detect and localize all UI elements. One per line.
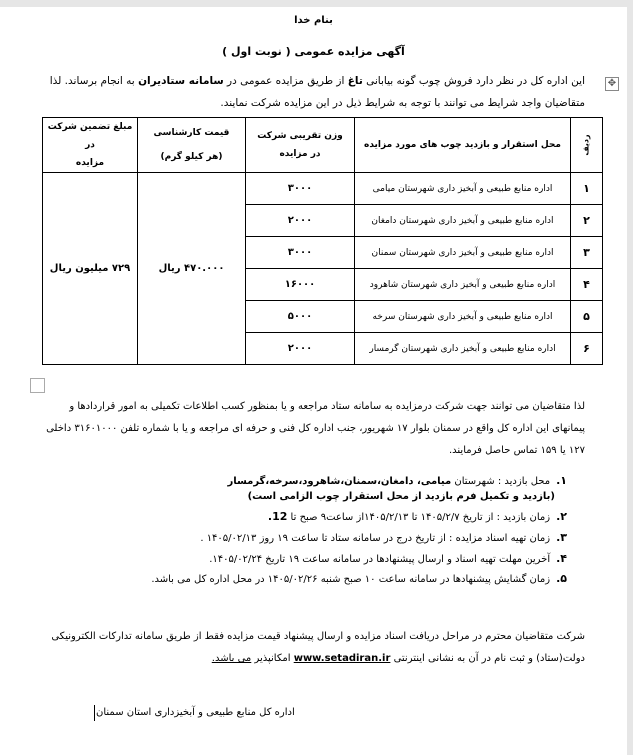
header-price: قیمت کارشناسی (هر کیلو گرم) [138, 118, 246, 173]
intro-line-2: متقاضیان واجد شرایط می توانند با توجه به شرایط ذیل در این مزایده شرکت نمایند. [220, 97, 585, 109]
table-row: ۱ اداره منابع طبیعی و آبخیز داری شهرستان میامی ۳۰۰۰ ۴۷۰.۰۰۰ ریال ۷۲۹ میلیون ریال [43, 173, 603, 205]
document-title: آگهی مزایده عمومی ( نوبت اول ) [222, 45, 405, 58]
species-name: تاغ [347, 75, 363, 87]
closing-line-2: دولت(ستاد) و ثبت نام در آن به نشانی اینترنتی www.setadiran.ir امکانپذیر می باشد. [211, 653, 585, 664]
condition-item: ۲.زمان بازدید : از تاریخ ۱۴۰۵/۲/۷ تا ۱۴۰۵/۲/۱۳از ساعت۹ صبح تا 12. [267, 510, 567, 523]
weight-cell: ۲۰۰۰ [246, 333, 355, 365]
header-weight: وزن تقریبی شرکت در مزایده [246, 118, 355, 173]
contact-line-2: پیمانهای این اداره کل واقع در سمنان بلوار ۱۷ شهریور، جنب اداره کل فنی و حرفه ای مراجعه و یا با شماره تلفن ۳۱۶۰۱۰۰۰ داخلی [46, 423, 585, 434]
closing-line-1: شرکت متقاضیان محترم در مراحل دریافت اسناد مزایده و ارسال پیشنهاد قیمت مزایده فقط از طریق سامانه تدارکات الکترونیکی [51, 631, 585, 642]
table-row: ۲ اداره منابع طبیعی و آبخیز داری شهرستان دامغان ۲۰۰۰ [43, 205, 603, 237]
condition-item: ۳.زمان تهیه اسناد مزایده : از تاریخ درج در سامانه ستاد تا ساعت ۱۹ روز ۱۴۰۵/۰۲/۱۳ . [200, 531, 567, 544]
weight-cell: ۱۶۰۰۰ [246, 269, 355, 301]
table-row: ۶ اداره منابع طبیعی و آبخیز داری شهرستان گرمسار ۲۰۰۰ [43, 333, 603, 365]
header-guarantee: مبلغ تضمین شرکت در مزایده [43, 118, 138, 173]
auction-table [42, 117, 603, 365]
weight-cell: ۲۰۰۰ [246, 205, 355, 237]
setadiran-link[interactable]: www.setadiran.ir [293, 653, 391, 664]
contact-line-1: لذا متقاضیان می توانند جهت شرکت درمزایده به سامانه ستاد مراجعه و یا بمنظور کسب اطلاعات تکمیلی به امور قراردادها و [69, 401, 585, 412]
system-name: سامانه ستادیران [138, 75, 224, 87]
location-cell: اداره منابع طبیعی و آبخیز داری شهرستان گرمسار [355, 333, 571, 365]
weight-cell: ۵۰۰۰ [246, 301, 355, 333]
location-cell: اداره منابع طبیعی و آبخیز داری شهرستان شاهرود [355, 269, 571, 301]
condition-item: ۴.آخرین مهلت تهیه اسناد و ارسال پیشنهادها در سامانه ساعت ۱۹ تاریخ ۱۴۰۵/۰۲/۲۴. [209, 552, 567, 565]
table-row: ۳ اداره منابع طبیعی و آبخیز داری شهرستان سمنان ۳۰۰۰ [43, 237, 603, 269]
document-page [0, 7, 627, 755]
contact-line-3: ۱۲۷ یا ۱۵۹ تماس حاصل فرمایند. [448, 445, 585, 456]
condition-item: ۱.محل بازدید : شهرستان میامی، دامغان،سمنان،شاهرود،سرخه،گرمسار [227, 474, 567, 487]
table-resize-handle[interactable] [30, 378, 45, 393]
location-cell: اداره منابع طبیعی و آبخیز داری شهرستان سرخه [355, 301, 571, 333]
condition-item: ۵.زمان گشایش پیشنهادها در سامانه ساعت ۱۰ صبح شنبه ۱۴۰۵/۰۲/۲۶ در محل اداره کل می باشد. [151, 572, 567, 585]
basmala-heading: بنام خدا [294, 15, 333, 26]
expert-price-cell: ۴۷۰.۰۰۰ ریال [138, 173, 246, 365]
header-location: محل استقرار و بازدید چوب های مورد مزایده [355, 118, 571, 173]
table-move-handle-icon[interactable]: ✥ [605, 77, 619, 91]
location-cell: اداره منابع طبیعی و آبخیز داری شهرستان میامی [355, 173, 571, 205]
signature-line: اداره کل منابع طبیعی و آبخیزداری استان سمنان [96, 707, 295, 718]
table-row: ۴ اداره منابع طبیعی و آبخیز داری شهرستان شاهرود ۱۶۰۰۰ [43, 269, 603, 301]
guarantee-amount-cell: ۷۲۹ میلیون ریال [43, 173, 138, 365]
location-cell: اداره منابع طبیعی و آبخیز داری شهرستان سمنان [355, 237, 571, 269]
table-header-row [43, 118, 603, 173]
header-row-number: ردیف [571, 118, 603, 173]
table-row: ۵ اداره منابع طبیعی و آبخیز داری شهرستان سرخه ۵۰۰۰ [43, 301, 603, 333]
text-cursor [94, 705, 95, 721]
intro-line-1: این اداره کل در نظر دارد فروش چوب گونه بیابانی تاغ از طریق مزایده عمومی در سامانه ستادیران به انجام برساند. لذا [49, 75, 585, 87]
condition-item-note: (بازدید و تکمیل فرم بازدید از محل استقرار چوب الزامی است) [247, 491, 555, 502]
weight-cell: ۳۰۰۰ [246, 173, 355, 205]
location-cell: اداره منابع طبیعی و آبخیز داری شهرستان دامغان [355, 205, 571, 237]
weight-cell: ۳۰۰۰ [246, 237, 355, 269]
